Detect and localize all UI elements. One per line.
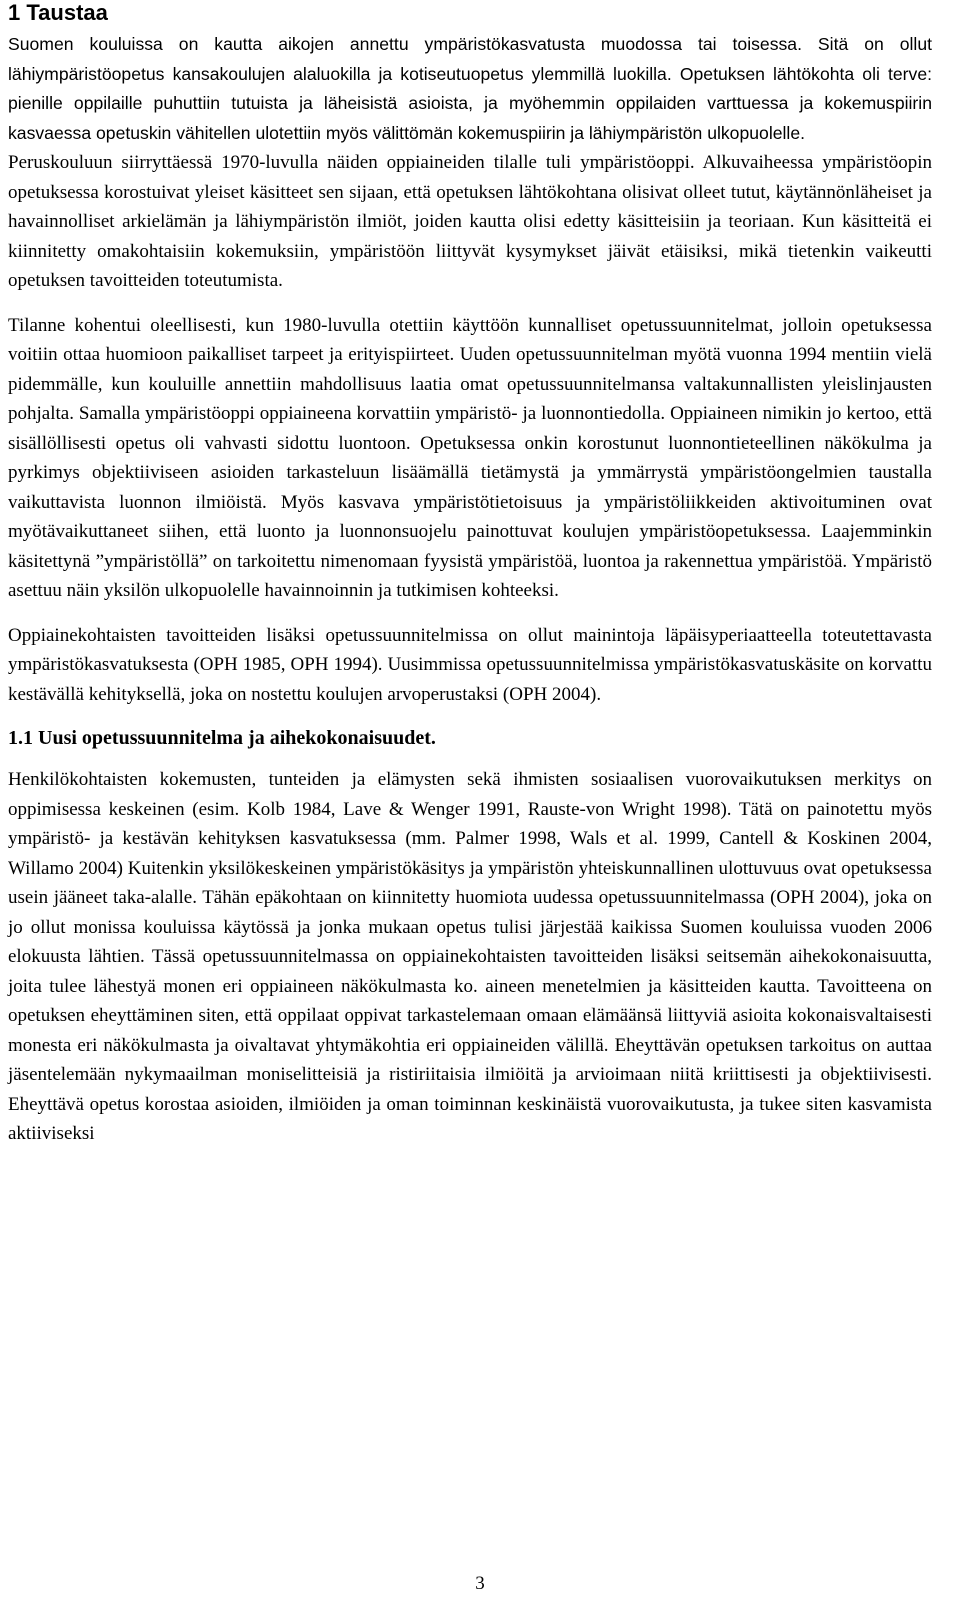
paragraph-1-sans-text: Suomen kouluissa on kautta aikojen annettu ympäristökasvatusta muodossa tai toisessa. Sitä on ollut lähiympäristöopetus kansakoulujen alaluokilla ja kotiseutuopetus ylemmillä luokilla. Opetuksen lähtökohta oli terve: pienille oppilaille puhuttiin tutuista ja läheisistä asioista, ja myöhemmin oppilaiden varttuessa ja kokemuspiirin kasvaessa opetuskin vähitellen ulotettiin myös välittömän kokemuspiirin ja lähiympäristön ulkopuolelle. [8, 34, 932, 143]
paragraph-1 [8, 30, 932, 296]
paragraph-4: Henkilökohtaisten kokemusten, tunteiden ja elämysten sekä ihmisten sosiaalisen vuorovaikutuksen merkitys on oppimisessa keskeinen (esim. Kolb 1984, Lave & Wenger 1991, Rauste-von Wright 1998). Tätä on painotettu myös ympäristö- ja kestävän kehityksen kasvatuksessa (mm. Palmer 1998, Wals et al. 1999, Cantell & Koskinen 2004, Willamo 2004) Kuitenkin yksilökeskeinen ympäristökäsitys ja ympäristön yhteiskunnallinen ulottuvuus ovat opetuksessa usein jääneet taka-alalle. Tähän epäkohtaan on kiinnitetty huomiota uudessa opetussuunnitelmassa (OPH 2004), joka on jo ollut monissa kouluissa käytössä ja jonka mukaan opetus tulisi järjestää kaikissa Suomen kouluissa vuoden 2006 elokuusta lähtien. Tässä opetussuunnitelmassa on oppiainekohtaisten tavoitteiden lisäksi seitsemän aihekokonaisuutta, joita tulee lähestyä monen eri oppiaineen näkökulmasta ko. aineen menetelmien ja käsitteiden kautta. Tavoitteena on opetuksen eheyttäminen siten, että oppilaat oppivat tarkastelemaan omaan elämäänsä liittyviä asioita kokonaisvaltaisesti monesta eri näkökulmasta ja oivaltavat yhtymäkohtia eri oppiaineiden välillä. Eheyttävän opetuksen tarkoitus on auttaa jäsentelemään nykymaailman moniselitteisiä ja ristiriitaisia ilmiöitä ja arvioimaan niitä kriittisesti ja objektiivisesti. Eheyttävä opetus korostaa asioiden, ilmiöiden ja oman toiminnan keskinäistä vuorovaikutusta, ja tukee siten kasvamista aktiiviseksi [8, 769, 932, 1144]
paragraph-gap [8, 606, 932, 621]
section-heading: 1 Taustaa [8, 0, 108, 25]
paragraph-1-serif-text: Peruskouluun siirryttäessä 1970-luvulla näiden oppiaineiden tilalle tuli ympäristöoppi. Alkuvaiheessa ympäristöopin opetuksessa korostuivat yleiset käsitteet sen sijaan, että opetuksen lähtökohtana olisivat olleet tutut, käytännönläheiset ja havainnolliset arkielämän ja lähiympäristön ilmiöt, joiden kautta olisi edetty käsitteisiin ja teoriaan. Kun käsitteitä ei kiinnitetty omakohtaisiin kokemuksiin, ympäristöön liittyvät kysymykset jäivät etäisiksi, mikä tietenkin vaikeutti opetuksen tavoitteiden toteutumista. [8, 152, 932, 291]
paragraph-gap [8, 753, 932, 765]
paragraph-3: Oppiainekohtaisten tavoitteiden lisäksi opetussuunnitelmissa on ollut mainintoja läpäisyperiaatteella toteutettavasta ympäristökasvatuksesta (OPH 1985, OPH 1994). Uusimmissa opetussuunnitelmissa ympäristökasvatuskäsite on korvattu kestävällä kehityksellä, joka on nostettu koulujen arvoperustaksi (OPH 2004). [8, 624, 932, 705]
paragraph-gap [8, 709, 932, 724]
paragraph-gap [8, 296, 932, 311]
document-page [8, 0, 932, 1149]
page-number: 3 [475, 1573, 485, 1594]
subsection-heading: 1.1 Uusi opetussuunnitelma ja aihekokonaisuudet. [8, 727, 436, 749]
paragraph-2: Tilanne kohentui oleellisesti, kun 1980-luvulla otettiin käyttöön kunnalliset opetussuunnitelmat, jolloin opetuksessa voitiin ottaa huomioon paikalliset tarpeet ja erityispiirteet. Uuden opetussuunnitelman myötä vuonna 1994 mentiin vielä pidemmälle, kun kouluille annettiin mahdollisuus laatia omat opetussuunnitelmansa valtakunnallisten yleislinjausten pohjalta. Samalla ympäristöoppi oppiaineena korvattiin ympäristö- ja luonnontiedolla. Oppiaineen nimikin jo kertoo, että sisällöllisesti opetus oli vahvasti sidottu luontoon. Opetuksessa onkin korostunut luonnontieteellinen näkökulma ja pyrkimys objektiiviseen asioiden tarkasteluun lisäämällä tietämystä ja ymmärrystä ympäristöongelmien taustalla vaikuttavista luonnon ilmiöistä. Myös kasvava ympäristötietoisuus ja ympäristöliikkeiden aktivoituminen ovat myötävaikuttaneet siihen, että luonto ja luonnonsuojelu painottuvat koulujen ympäristöopetuksessa. Laajemminkin käsitettynä ”ympäristöllä” on tarkoitettu nimenomaan fyysistä ympäristöä, luontoa ja rakennettua ympäristöä. Ympäristö asettuu näin yksilön ulkopuolelle havainnoinnin ja tutkimisen kohteeksi. [8, 314, 932, 601]
